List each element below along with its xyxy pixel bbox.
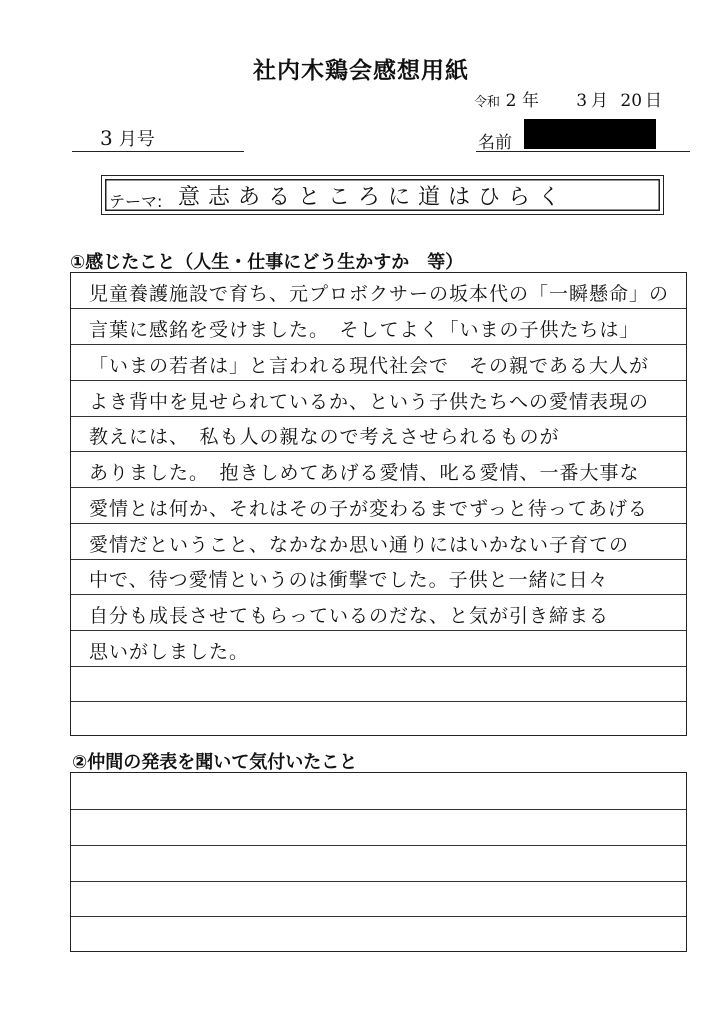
- issue-underline: [72, 151, 244, 152]
- section2-heading: ②仲間の発表を聞いて気付いたこと: [72, 752, 358, 773]
- handwritten-line: 愛情だということ、なかなか思い通りにはいかない子育ての: [89, 534, 630, 556]
- ruled-line: [71, 594, 686, 595]
- handwritten-line: 言葉に感銘を受けました。 そしてよく「いまの子供たちは」: [89, 319, 640, 341]
- section1-writing-area: [70, 272, 687, 736]
- date-month: 3: [576, 91, 588, 111]
- issue-month-number: 3: [100, 126, 113, 150]
- name-redaction: [524, 119, 656, 149]
- name-underline: [476, 151, 690, 152]
- section1-heading: ①感じたこと（人生・仕事にどう生かすか 等）: [70, 252, 464, 273]
- ruled-line: [71, 809, 686, 810]
- ruled-line: [71, 845, 686, 846]
- handwritten-line: 「いまの若者は」と言われる現代社会で その親である大人が: [89, 355, 650, 377]
- handwritten-line: 児童養護施設で育ち、元プロボクサーの坂本代の「一瞬懸命」の: [89, 283, 670, 305]
- ruled-line: [71, 451, 686, 452]
- ruled-line: [71, 666, 686, 667]
- theme-text: 意志あるところに道はひらく: [178, 185, 569, 210]
- date-era: 令和: [474, 95, 501, 110]
- handwritten-line: 思いがしました。: [89, 641, 250, 663]
- handwritten-line: 教えには、 私も人の親なので考えさせられるものが: [89, 426, 560, 448]
- theme-label: テーマ:: [109, 192, 163, 211]
- ruled-line: [71, 701, 686, 702]
- handwritten-line: 自分も成長させてもらっているのだな、と気が引き締まる: [89, 605, 610, 627]
- ruled-line: [71, 308, 686, 309]
- ruled-line: [71, 916, 686, 917]
- date-field: [474, 86, 694, 111]
- issue-month: [100, 125, 155, 151]
- ruled-line: [71, 630, 686, 631]
- ruled-line: [71, 487, 686, 488]
- date-year: 2: [505, 91, 517, 111]
- handwritten-line: 愛情とは何か、それはその子が変わるまでずっと待ってあげる: [89, 498, 648, 520]
- name-label: 名前: [478, 133, 512, 153]
- date-day-unit: 日: [645, 91, 663, 111]
- form-title: 社内木鶏会感想用紙: [253, 58, 469, 84]
- handwritten-line: よき背中を見せられているか、という子供たちへの愛情表現の: [89, 391, 650, 413]
- ruled-line: [71, 416, 686, 417]
- date-year-unit: 年: [522, 91, 540, 111]
- date-month-unit: 月: [591, 91, 609, 111]
- handwritten-line: ありました。 抱きしめてあげる愛情、叱る愛情、一番大事な: [89, 462, 640, 484]
- ruled-line: [71, 559, 686, 560]
- ruled-line: [71, 344, 686, 345]
- handwritten-line: 中で、待つ愛情というのは衝撃でした。子供と一緒に日々: [89, 569, 609, 591]
- date-day: 20: [620, 91, 643, 111]
- ruled-line: [71, 523, 686, 524]
- ruled-line: [71, 380, 686, 381]
- section2-writing-area: [70, 772, 687, 952]
- issue-month-label: 月号: [118, 129, 155, 150]
- ruled-line: [71, 881, 686, 882]
